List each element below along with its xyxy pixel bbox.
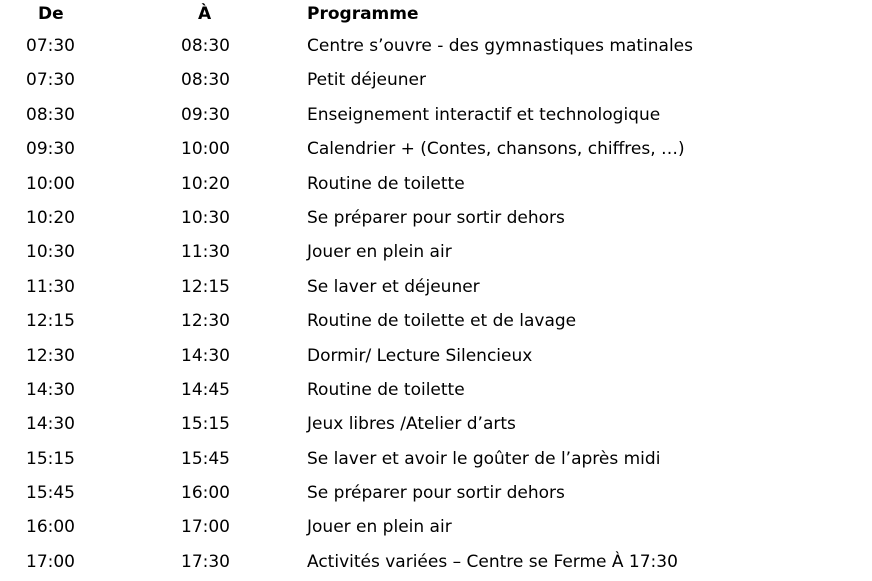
header-program: Programme [307,4,419,24]
row-to: 14:30 [181,345,230,366]
row-from: 14:30 [26,414,75,435]
row-to: 08:30 [181,36,230,56]
row-to: 14:45 [181,379,230,400]
table-row [0,132,872,166]
row-to: 17:30 [181,551,230,572]
row-program: Se laver et déjeuner [307,276,480,297]
table-row [0,373,872,407]
row-to: 15:15 [181,414,230,435]
row-from: 12:15 [26,311,75,332]
row-to: 12:30 [181,311,230,332]
row-from: 08:30 [26,104,75,125]
row-to: 16:00 [181,483,230,504]
table-row [0,235,872,269]
row-to: 11:30 [181,242,230,263]
table-row [0,545,872,579]
row-from: 10:30 [26,242,75,263]
row-to: 10:20 [181,173,230,194]
table-row [0,98,872,132]
table-row [0,476,872,510]
table-row [0,510,872,544]
table-row [0,270,872,304]
row-program: Activités variées – Centre se Ferme À 17:30 [307,551,678,572]
table-row [0,167,872,201]
table-row [0,63,872,97]
row-program: Calendrier + (Contes, chansons, chiffres, …) [307,139,685,160]
row-program: Jouer en plein air [307,242,452,263]
row-to: 10:30 [181,207,230,228]
row-program: Se préparer pour sortir dehors [307,207,565,228]
row-from: 09:30 [26,139,75,160]
row-program: Jouer en plein air [307,517,452,538]
row-from: 12:30 [26,345,75,366]
table-row [0,304,872,338]
header-to: À [198,4,212,24]
row-to: 08:30 [181,70,230,91]
row-program: Enseignement interactif et technologique [307,104,661,125]
table-row [0,201,872,235]
table-header [0,0,872,29]
table-row [0,29,872,63]
row-from: 15:15 [26,448,75,469]
row-program: Dormir/ Lecture Silencieux [307,345,533,366]
row-from: 14:30 [26,379,75,400]
row-from: 10:20 [26,207,75,228]
row-to: 17:00 [181,517,230,538]
table-row [0,442,872,476]
row-program: Routine de toilette [307,379,465,400]
row-program: Routine de toilette [307,173,465,194]
row-from: 10:00 [26,173,75,194]
row-from: 15:45 [26,483,75,504]
row-to: 09:30 [181,104,230,125]
row-program: Jeux libres /Atelier d’arts [307,414,516,435]
header-from: De [38,4,64,24]
row-from: 07:30 [26,36,75,56]
row-program: Petit déjeuner [307,70,426,91]
row-from: 16:00 [26,517,75,538]
row-program: Routine de toilette et de lavage [307,311,577,332]
row-from: 17:00 [26,551,75,572]
table-row [0,407,872,441]
row-program: Se préparer pour sortir dehors [307,483,565,504]
table-row [0,339,872,373]
row-program: Se laver et avoir le goûter de l’après midi [307,448,661,469]
row-to: 10:00 [181,139,230,160]
row-program: Centre s’ouvre - des gymnastiques matinales [307,36,694,56]
row-to: 12:15 [181,276,230,297]
row-from: 07:30 [26,70,75,91]
row-to: 15:45 [181,448,230,469]
row-from: 11:30 [26,276,75,297]
